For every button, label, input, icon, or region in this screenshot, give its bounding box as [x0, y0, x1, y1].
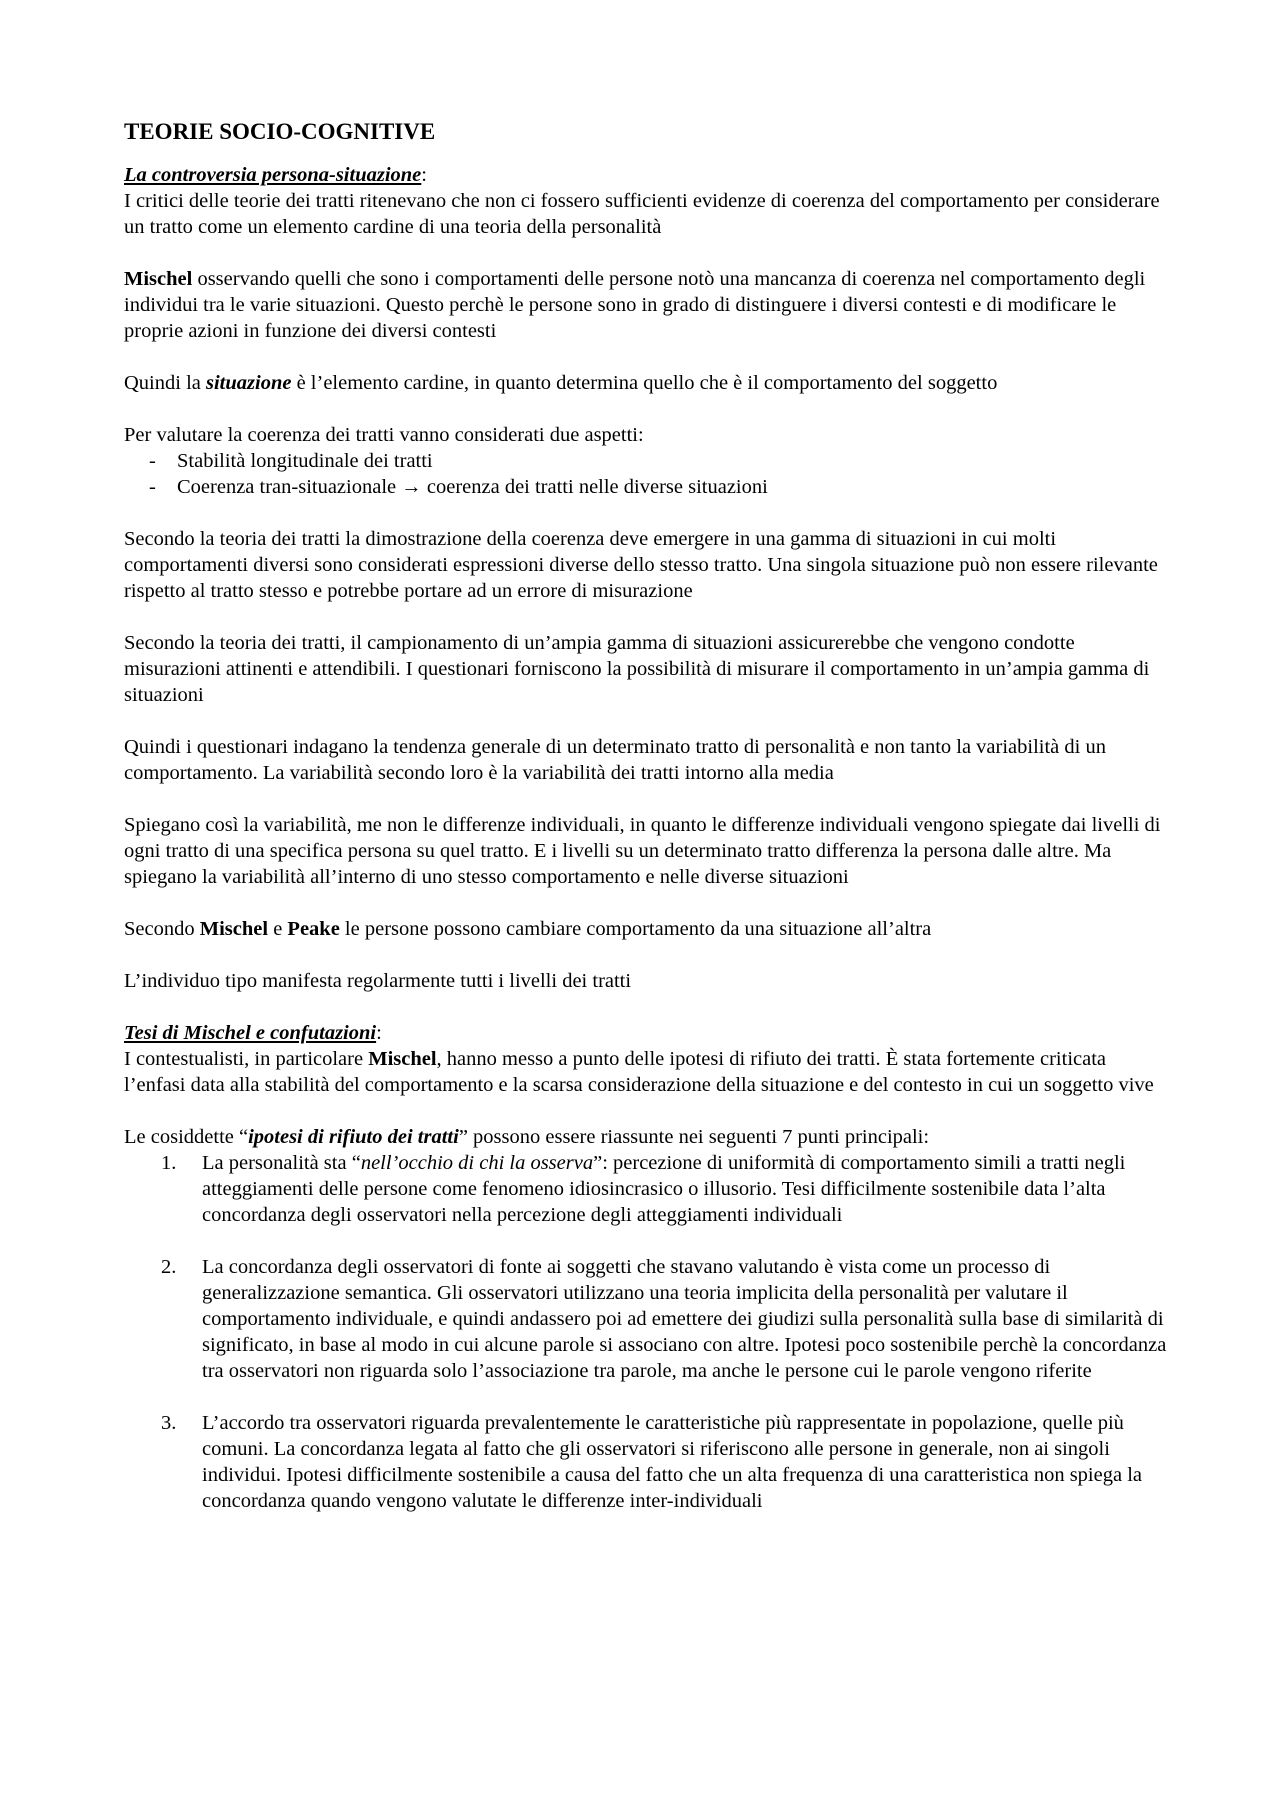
ipotesi-term: ipotesi di rifiuto dei tratti	[248, 1126, 459, 1148]
ipotesi-list	[124, 1150, 1170, 1514]
spiegano-paragraph: Spiegano così la variabilità, me non le differenze individuali, in quanto le differenze individuali vengono spiegate dai livelli di ogni tratto di una specifica persona su quel tratto. E i livelli su un determinato tratto differenza la persona dalle altre. Ma spiegano la variabilità all’interno di uno stesso comportamento e nelle diverse situazioni	[124, 814, 1161, 888]
questionari-paragraph: Quindi i questionari indagano la tendenza generale di un determinato tratto di personalità e non tanto la variabilità di un comportamento. La variabilità secondo loro è la variabilità dei tratti intorno alla media	[124, 736, 1106, 784]
list-number: 2.	[161, 1256, 177, 1278]
section-heading: La controversia persona-situazione	[124, 164, 422, 186]
contestualisti-paragraph: I contestualisti, in particolare Mischel, hanno messo a punto delle ipotesi di rifiuto dei tratti. È stata fortemente criticata l’enfasi data alla stabilità del comportamento e la scarsa considerazione della situazione e del contesto in cui un soggetto vive	[124, 1048, 1154, 1096]
aspects-intro: Per valutare la coerenza dei tratti vanno considerati due aspetti:	[124, 424, 644, 446]
document-page	[124, 118, 1170, 1514]
situazione-paragraph: Quindi la situazione è l’elemento cardine, in quanto determina quello che è il comportamento del soggetto	[124, 372, 998, 394]
ipotesi-intro: Le cosiddette “ipotesi di rifiuto dei tratti” possono essere riassunte nei seguenti 7 punti principali:	[124, 1126, 930, 1148]
list-number: 1.	[161, 1152, 177, 1174]
mischel-peake-paragraph: Secondo Mischel e Peake le persone possono cambiare comportamento da una situazione all’altra	[124, 918, 932, 940]
list-item: - Coerenza tran-situazionale → coerenza dei tratti nelle diverse situazioni	[149, 474, 1170, 500]
mischel-name: Mischel	[124, 268, 193, 290]
list-item: 2. La concordanza degli osservatori di fonte ai soggetti che stavano valutando è vista come un processo di generalizzazione semantica. Gli osservatori utilizzano una teoria implicita della personalità per valutare il comportamento individuale, e quindi andassero poi ad emettere dei giudizi sulla personalità sulla base di similarità di significato, in base al modo in cui alcune parole si associano con altre. Ipotesi poco sostenibile perchè la concordanza tra osservatori non riguarda solo l’associazione tra parole, ma anche le persone cui le parole vengono riferite	[161, 1256, 1167, 1382]
list-item: - Stabilità longitudinale dei tratti	[149, 448, 1170, 474]
list-item: 1. La personalità sta “nell’occhio di chi la osserva”: percezione di uniformità di comportamento simili a tratti negli atteggiamenti delle persone come fenomeno idiosincrasico o illusorio. Tesi difficilmente sostenibile data l’alta concordanza degli osservatori nella percezione degli atteggiamenti individuali	[161, 1152, 1126, 1226]
section-heading-paragraph: Tesi di Mischel e confutazioni:	[124, 1022, 382, 1044]
list-number: 3.	[161, 1412, 177, 1434]
teoria-paragraph-1: Secondo la teoria dei tratti la dimostrazione della coerenza deve emergere in una gamma di situazioni in cui molti comportamenti diversi sono considerati espressioni diverse dello stesso tratto. Una singola situazione può non essere rilevante rispetto al tratto stesso e potrebbe portare ad un errore di misurazione	[124, 528, 1158, 602]
teoria-paragraph-2: Secondo la teoria dei tratti, il campionamento di un’ampia gamma di situazioni assicurerebbe che vengono condotte misurazioni attinenti e attendibili. I questionari forniscono la possibilità di misurare il comportamento in un’ampia gamma di situazioni	[124, 632, 1150, 706]
situazione-term: situazione	[206, 372, 292, 394]
intro-paragraph: I critici delle teorie dei tratti ritenevano che non ci fossero sufficienti evidenze di coerenza del comportamento per considerare un tratto come un elemento cardine di una teoria della personalità	[124, 190, 1160, 238]
aspects-list	[124, 448, 1170, 500]
section-heading: Tesi di Mischel e confutazioni	[124, 1022, 377, 1044]
page-title: TEORIE SOCIO-COGNITIVE	[124, 119, 436, 144]
mischel-paragraph: Mischel osservando quelli che sono i comportamenti delle persone notò una mancanza di coerenza nel comportamento degli individui tra le varie situazioni. Questo perchè le persone sono in grado di distinguere i diversi contesti e di modificare le proprie azioni in funzione dei diversi contesti	[124, 268, 1146, 342]
section-heading-paragraph: La controversia persona-situazione:	[124, 164, 427, 186]
list-item: 3. L’accordo tra osservatori riguarda prevalentemente le caratteristiche più rappresentate in popolazione, quelle più comuni. La concordanza legata al fatto che gli osservatori si riferiscono alle persone in generale, non ai singoli individui. Ipotesi difficilmente sostenibile a causa del fatto che un alta frequenza di una caratteristica non spiega la concordanza quando vengono valutate le differenze inter-individuali	[161, 1412, 1142, 1512]
individuo-paragraph: L’individuo tipo manifesta regolarmente tutti i livelli dei tratti	[124, 970, 632, 992]
